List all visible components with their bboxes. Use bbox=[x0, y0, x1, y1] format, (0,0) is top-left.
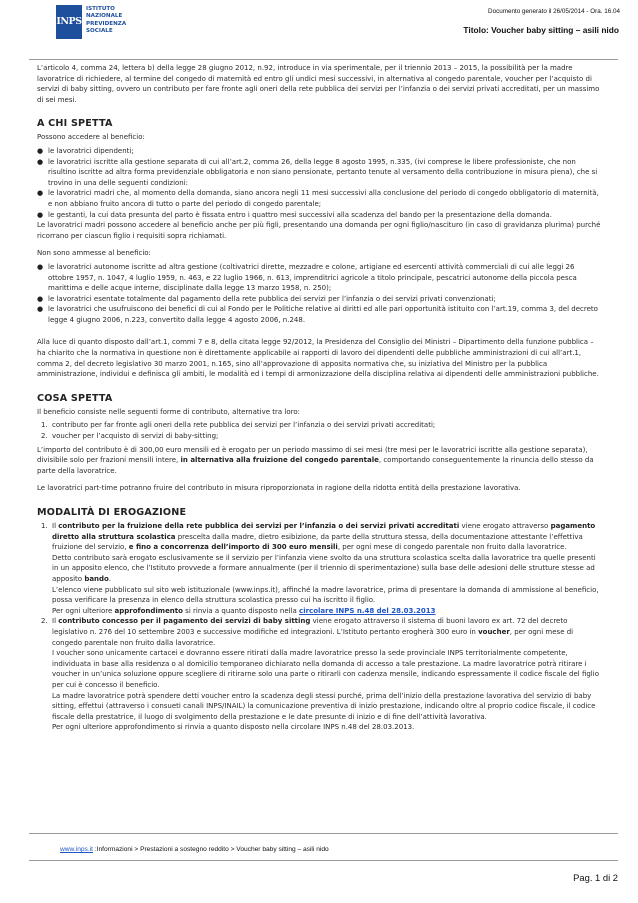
text-segment: , per ogni mese di congedo parentale non fruito dalla lavoratrice. bbox=[337, 543, 567, 552]
logo-line: NAZIONALE bbox=[86, 13, 123, 20]
bold-segment: voucher bbox=[478, 627, 510, 636]
exclusions-lead: Non sono ammesse al beneficio: bbox=[37, 249, 151, 258]
text-block: L’elenco viene pubblicato sul sito web istituzionale (www.inps.it), affinché la madre lavoratrice, prima di presentare la domanda di ammissione al beneficio, possa verificare la presenza in elenco della struttura scolastica presso cui ha iscritto il figlio. bbox=[52, 585, 599, 605]
list-item: ● le lavoratrici autonome iscritte ad altra gestione (coltivatrici dirette, mezzadre e colone, artigiane ed esercenti attività commerciali di cui alle leggi 26 ottobre 1957, n. 1047, 4 luglio 1959, n. 463, e 22 luglio 1966, n. 613, imprenditrici agricole a titolo principale, pescatrici autonome della piccola pesca marittima e delle acque interne, disciplinate dalla legge 13 marzo 1958, n. 250); bbox=[37, 262, 601, 294]
item-text: contributo per far fronte agli oneri della rete pubblica dei servizi per l’infanzia o dei servizi privati accreditati; bbox=[52, 421, 436, 430]
footer-divider-top bbox=[29, 833, 618, 834]
text-segment: Per ogni ulteriore bbox=[52, 606, 115, 615]
text-block bbox=[52, 553, 601, 585]
bold-segment: in alternativa alla fruizione del congedo parentale bbox=[180, 456, 379, 465]
text-block: Per ogni ulteriore approfondimento si rinvia a quanto disposto nella circolare INPS n.48 del 28.03.2013. bbox=[52, 723, 415, 732]
text-segment: viene erogato attraverso il sistema di buoni lavoro ex art. 72 del decreto legislativo n. 276 del 10 settembre 2003 e successive modifiche ed integrazioni. L’Istituto pertanto erogherà 300 euro in bbox=[52, 617, 568, 636]
list-item: ● le lavoratrici esentate totalmente dal pagamento della rete pubblica dei servizi per l’infanzia o dei servizi privati convenzionati; bbox=[37, 294, 601, 305]
text-segment: si rinvia a quanto disposto nella bbox=[182, 606, 300, 615]
text-segment: Il bbox=[52, 617, 59, 626]
logo-line: PREVIDENZA bbox=[86, 20, 127, 27]
list-item bbox=[37, 420, 601, 431]
text-segment: viene erogato attraverso bbox=[459, 522, 551, 530]
intro-paragraph: L’articolo 4, comma 24, lettera b) della legge 28 giugno 2012, n.92, introduce in via sperimentale, per il triennio 2013 – 2015, la possibilità per la madre lavoratrice di richiedere, al termine del congedo di maternità ed entro gli undici mesi successivi, in alternativa al congedo parentale, voucher per l’acquisto di servizi di baby sitting, ovvero un contributo per fare fronte agli oneri della rete pubblica dei servizi per l’infanzia o dei servizi privati accreditati, per un massimo di sei mesi. bbox=[37, 64, 600, 104]
item-text: voucher per l’acquisto di servizi di baby-sitting; bbox=[52, 432, 219, 441]
header-divider bbox=[29, 59, 618, 60]
text-segment: L’importo del contributo è di 300,00 euro mensili ed è erogato per un periodo massimo di sei mesi (tre mesi per le lavoratrici iscritte alla gestione separata), divisibile solo per frazioni mensili intere, bbox=[37, 445, 588, 465]
list-item bbox=[37, 521, 601, 616]
text-block bbox=[52, 521, 601, 553]
eligibility-lead: Possono accedere al beneficio: bbox=[37, 133, 145, 142]
inps-logo-text bbox=[86, 6, 152, 35]
text-block bbox=[52, 616, 601, 648]
generation-timestamp: Documento generato il 26/05/2014 - Ora. 16.04 bbox=[488, 8, 620, 15]
section-heading-cosa-spetta: COSA SPETTA bbox=[37, 392, 113, 404]
text-segment: . bbox=[108, 574, 112, 583]
eligibility-list bbox=[37, 146, 601, 220]
text-block: La madre lavoratrice potrà spendere detti voucher entro la scadenza degli stessi purché, prima dell’inizio della prestazione lavorativa del servizio di baby sitting, effettui (attraverso i consueti canali INPS/INAIL) la comunicazione preventiva di inizio prestazione, indicando oltre al proprio codice fiscale, il codice fiscale della prestatrice, il luogo di svolgimento della prestazione e le date presunte di inizio e di fine dell’attività lavorativa. bbox=[52, 691, 596, 721]
footer-breadcrumb bbox=[60, 846, 329, 853]
benefit-lead: Il beneficio consiste nelle seguenti forme di contributo, alternative tra loro: bbox=[37, 407, 300, 416]
inps-logo bbox=[56, 5, 152, 41]
public-administration-paragraph: Alla luce di quanto disposto dall’art.1, commi 7 e 8, della citata legge 92/2012, la Presidenza del Consiglio dei Ministri – Dipartimento della funzione pubblica – ha chiarito che la normativa in questione non è direttamente applicabile ai rapporti di lavoro dei dipendenti delle pubbliche amministrazioni di cui all’art.1, comma 2, del decreto legislativo 30 marzo 2001, n.165, sino all’approvazione di apposita normativa che, su iniziativa del Ministro per la pubblica amministrazione, individui e definisca gli ambiti, le modalità ed i tempi di armonizzazione della disciplina relativa ai dipendenti delle amministrazioni pubbliche. bbox=[37, 338, 599, 379]
document-body bbox=[37, 63, 601, 733]
text-segment: Detto contributo sarà erogato esclusivamente se il servizio per l’infanzia viene svolto da una struttura scolastica scelta dalla lavoratrice tra quelle presenti in un apposito elenco, che l’Istituto provvede a formare annualmente (per il triennio di sperimentazione) sulla base delle adesioni delle strutture stesse ad apposito bbox=[52, 553, 596, 583]
footer-divider-bottom bbox=[29, 860, 618, 861]
list-item: ● le lavoratrici iscritte alla gestione separata di cui all’art.2, comma 26, della legge 8 agosto 1995, n.335, (ivi comprese le libere professioniste, che non risultino iscritte ad altra forma previdenziale obbligatoria e non siano pensionate, pertanto tenute al versamento della contribuzione in misura piena), che si trovino in una delle seguenti condizioni: bbox=[37, 157, 601, 189]
item-number: 1. bbox=[41, 522, 48, 530]
list-item: ● le lavoratrici dipendenti; bbox=[37, 146, 601, 157]
amount-paragraph bbox=[37, 445, 601, 477]
bold-segment: bando bbox=[84, 574, 109, 583]
text-block: I voucher sono unicamente cartacei e dovranno essere ritirati dalla madre lavoratrice presso la sede provinciale INPS territorialmente competente, individuata in base alla residenza o al domicilio temporaneo dichiarato nella domanda di accesso a tale prestazione. La madre lavoratrice potrà ritirare i voucher in un’unica soluzione oppure scegliere di ritirarne solo una parte o ritirarli con cadenza mensile, indicando espressamente il codice fiscale del figlio per cui è concesso il beneficio. bbox=[52, 649, 599, 689]
section-heading-a-chi-spetta: A CHI SPETTA bbox=[37, 118, 113, 130]
text-segment: , comportando conseguentemente la rinuncia dello stesso da parte della lavoratrice. bbox=[37, 456, 594, 475]
bold-segment: approfondimento bbox=[114, 606, 183, 615]
item-number: 2. bbox=[41, 432, 48, 441]
list-item: ● le lavoratrici che usufruiscono dei benefici di cui al Fondo per le Politiche relative ai diritti ed alle pari opportunità istituito con l’art.19, comma 3, del decreto legge 4 giugno 2006, n.223, convertito dalla legge 4 agosto 2006, n.248. bbox=[37, 304, 601, 325]
list-item: ● le lavoratrici madri che, al momento della domanda, siano ancora negli 11 mesi successivi alla conclusione del periodo di congedo obbligatorio di maternità, e non abbiano fruito ancora di tutto o parte del periodo di congedo parentale; bbox=[37, 188, 601, 209]
multiple-children-paragraph: Le lavoratrici madri possono accedere al beneficio anche per più figli, presentando una domanda per ogni figlio/nascituro (in caso di gravidanza plurima) purché ricorrano per ciascun figlio i requisiti sopra richiamati. bbox=[37, 221, 601, 240]
benefit-forms-list bbox=[37, 420, 601, 441]
list-item bbox=[37, 431, 601, 442]
text-segment: , per ogni mese di congedo parentale non fruito dalla lavoratrice. bbox=[52, 627, 574, 647]
logo-line: ISTITUTO bbox=[86, 6, 115, 12]
list-item bbox=[37, 616, 601, 733]
list-item: ● le gestanti, la cui data presunta del parto è fissata entro i quattro mesi successivi alla scadenza del bando per la presentazione della domanda. bbox=[37, 210, 601, 221]
inps-site-link[interactable]: www.inps.it bbox=[60, 846, 93, 853]
bold-segment: contributo concesso per il pagamento dei servizi di baby sitting bbox=[58, 617, 311, 626]
part-time-paragraph: Le lavoratrici part-time potranno fruire del contributo in misura riproporzionata in ragione della ridotta entità della prestazione lavorativa. bbox=[37, 484, 521, 493]
text-block bbox=[52, 606, 601, 617]
section-heading-modalita-erogazione: MODALITÀ DI EROGAZIONE bbox=[37, 507, 187, 518]
delivery-methods-list bbox=[37, 521, 601, 733]
text-segment: Il bbox=[52, 522, 59, 530]
inps-logo-mark: INPS bbox=[56, 5, 82, 39]
page-number: Pag. 1 di 2 bbox=[573, 872, 618, 883]
bold-segment: pagamento diretto alla struttura scolastica bbox=[52, 522, 596, 541]
document-title: Titolo: Voucher baby sitting – asili nido bbox=[463, 25, 619, 35]
circolare-link[interactable]: circolare INPS n.48 del 28.03.2013 bbox=[299, 606, 436, 615]
bold-segment: e fino a concorrenza dell’importo di 300 euro mensili bbox=[128, 543, 338, 552]
breadcrumb-path: :Informazioni > Prestazioni a sostegno reddito > Voucher baby sitting – asili nido bbox=[92, 846, 329, 853]
item-number: 1. bbox=[41, 421, 48, 430]
logo-line: SOCIALE bbox=[86, 27, 113, 34]
text-segment: prescelta dalla madre, dietro esibizione, da parte della struttura stessa, della documentazione attestante l’effettiva fruizione del servizio, bbox=[52, 532, 583, 552]
exclusions-list bbox=[37, 262, 601, 326]
item-number: 2. bbox=[41, 617, 48, 626]
bold-segment: contributo per la fruizione della rete pubblica dei servizi per l’infanzia o dei servizi privati accreditati bbox=[58, 522, 460, 530]
